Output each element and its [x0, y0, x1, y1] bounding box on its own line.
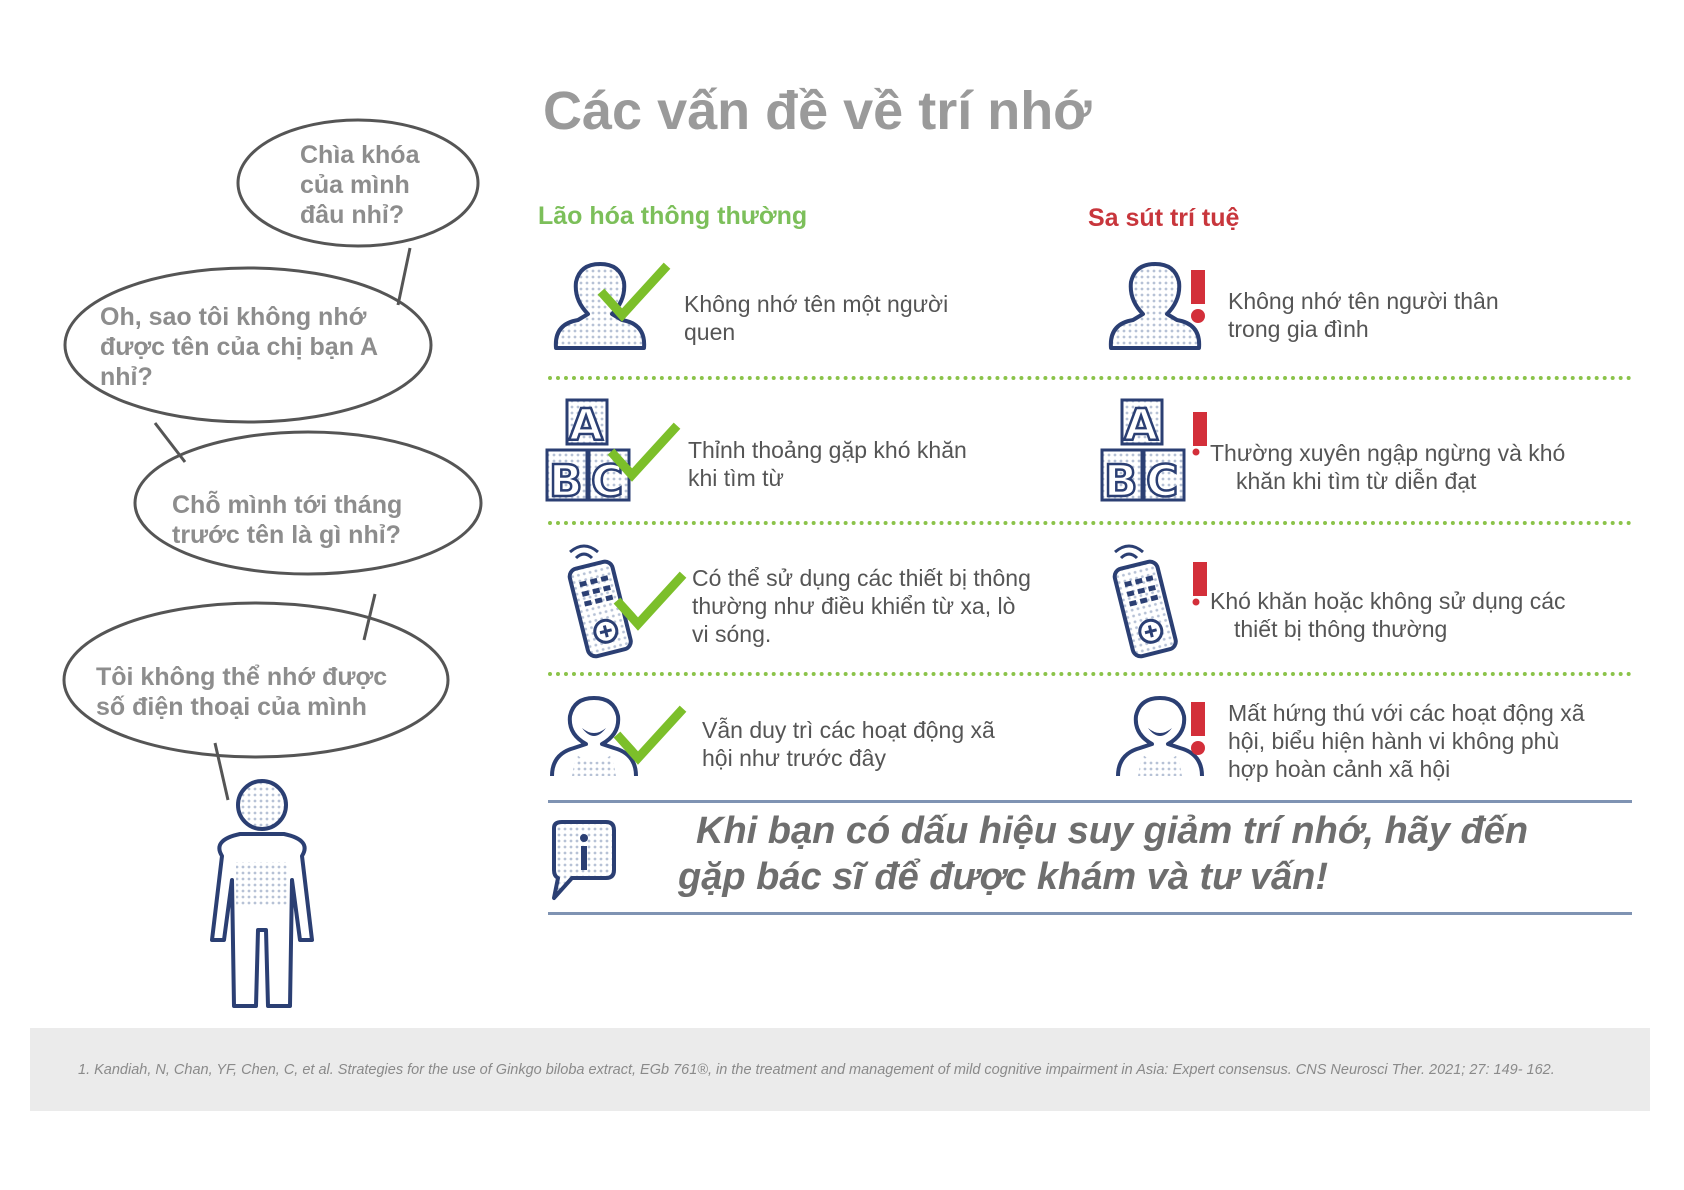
row-divider: [548, 672, 1632, 676]
callout-bottom-rule: [548, 912, 1632, 915]
remote-control-icon: [1105, 538, 1195, 658]
svg-text:B: B: [549, 456, 583, 507]
reference-text: 1. Kandiah, N, Chan, YF, Chen, C, et al. Strategies for the use of Ginkgo biloba extract, EGb 761®, in the treatment and management of mild cognitive impairment in Asia: Expert consensus. CNS Neurosci Ther. 2021; 27: 149- 162.: [78, 1062, 1555, 1078]
standing-person-icon: [212, 781, 312, 1006]
callout-message: Khi bạn có dấu hiệu suy giảm trí nhớ, hãy đến gặp bác sĩ để được khám và tư vấn!: [678, 810, 1529, 898]
normal-item-2: Thỉnh thoảng gặp khó khăn khi tìm từ: [688, 437, 967, 491]
normal-item-1: Không nhớ tên một người quen: [684, 291, 949, 345]
dementia-item-4: Mất hứng thú với các hoạt động xã hội, biểu hiện hành vi không phù hợp hoàn cảnh xã hội: [1228, 700, 1585, 782]
check-icon: [616, 708, 686, 768]
check-icon: [616, 574, 686, 634]
abc-blocks-icon: [1100, 398, 1190, 508]
dementia-item-2: Thường xuyên ngập ngừng và khó khăn khi tìm từ diễn đạt: [1210, 440, 1566, 494]
bubble-place-name: Chỗ mình tới tháng trước tên là gì nhỉ?: [172, 491, 403, 549]
svg-text:C: C: [591, 456, 624, 507]
normal-aging-heading: Lão hóa thông thường: [538, 202, 808, 230]
dementia-item-1: Không nhớ tên người thân trong gia đình: [1228, 288, 1499, 342]
row-divider: [548, 521, 1632, 525]
normal-item-3: Có thể sử dụng các thiết bị thông thường như điều khiển từ xa, lò vi sóng.: [692, 565, 1031, 647]
callout-top-rule: [548, 800, 1632, 803]
svg-text:A: A: [1124, 400, 1159, 451]
info-speech-icon: [544, 820, 624, 910]
svg-text:A: A: [569, 400, 604, 451]
exclamation-icon: [1188, 270, 1212, 326]
svg-text:C: C: [1146, 456, 1179, 507]
bubble-phone-number: Tôi không thể nhớ được số điện thoại của mình: [96, 663, 388, 721]
check-icon: [610, 425, 680, 485]
svg-text:B: B: [1104, 456, 1138, 507]
exclamation-icon: [1188, 702, 1212, 758]
dementia-item-3: Khó khăn hoặc không sử dụng các thiết bị thông thường: [1210, 588, 1566, 642]
check-icon: [600, 265, 670, 325]
dementia-heading: Sa sút trí tuệ: [1088, 204, 1240, 232]
reference-footer: [30, 1028, 1650, 1111]
row-divider: [548, 376, 1632, 380]
normal-item-4: Vẫn duy trì các hoạt động xã hội như trước đây: [702, 717, 995, 771]
page-title: Các vấn đề về trí nhớ: [543, 81, 1092, 141]
bubble-friend-name: Oh, sao tôi không nhớ được tên của chị bạn A nhỉ?: [100, 303, 379, 391]
bubble-keys: Chìa khóa của mình đâu nhỉ?: [300, 141, 420, 229]
